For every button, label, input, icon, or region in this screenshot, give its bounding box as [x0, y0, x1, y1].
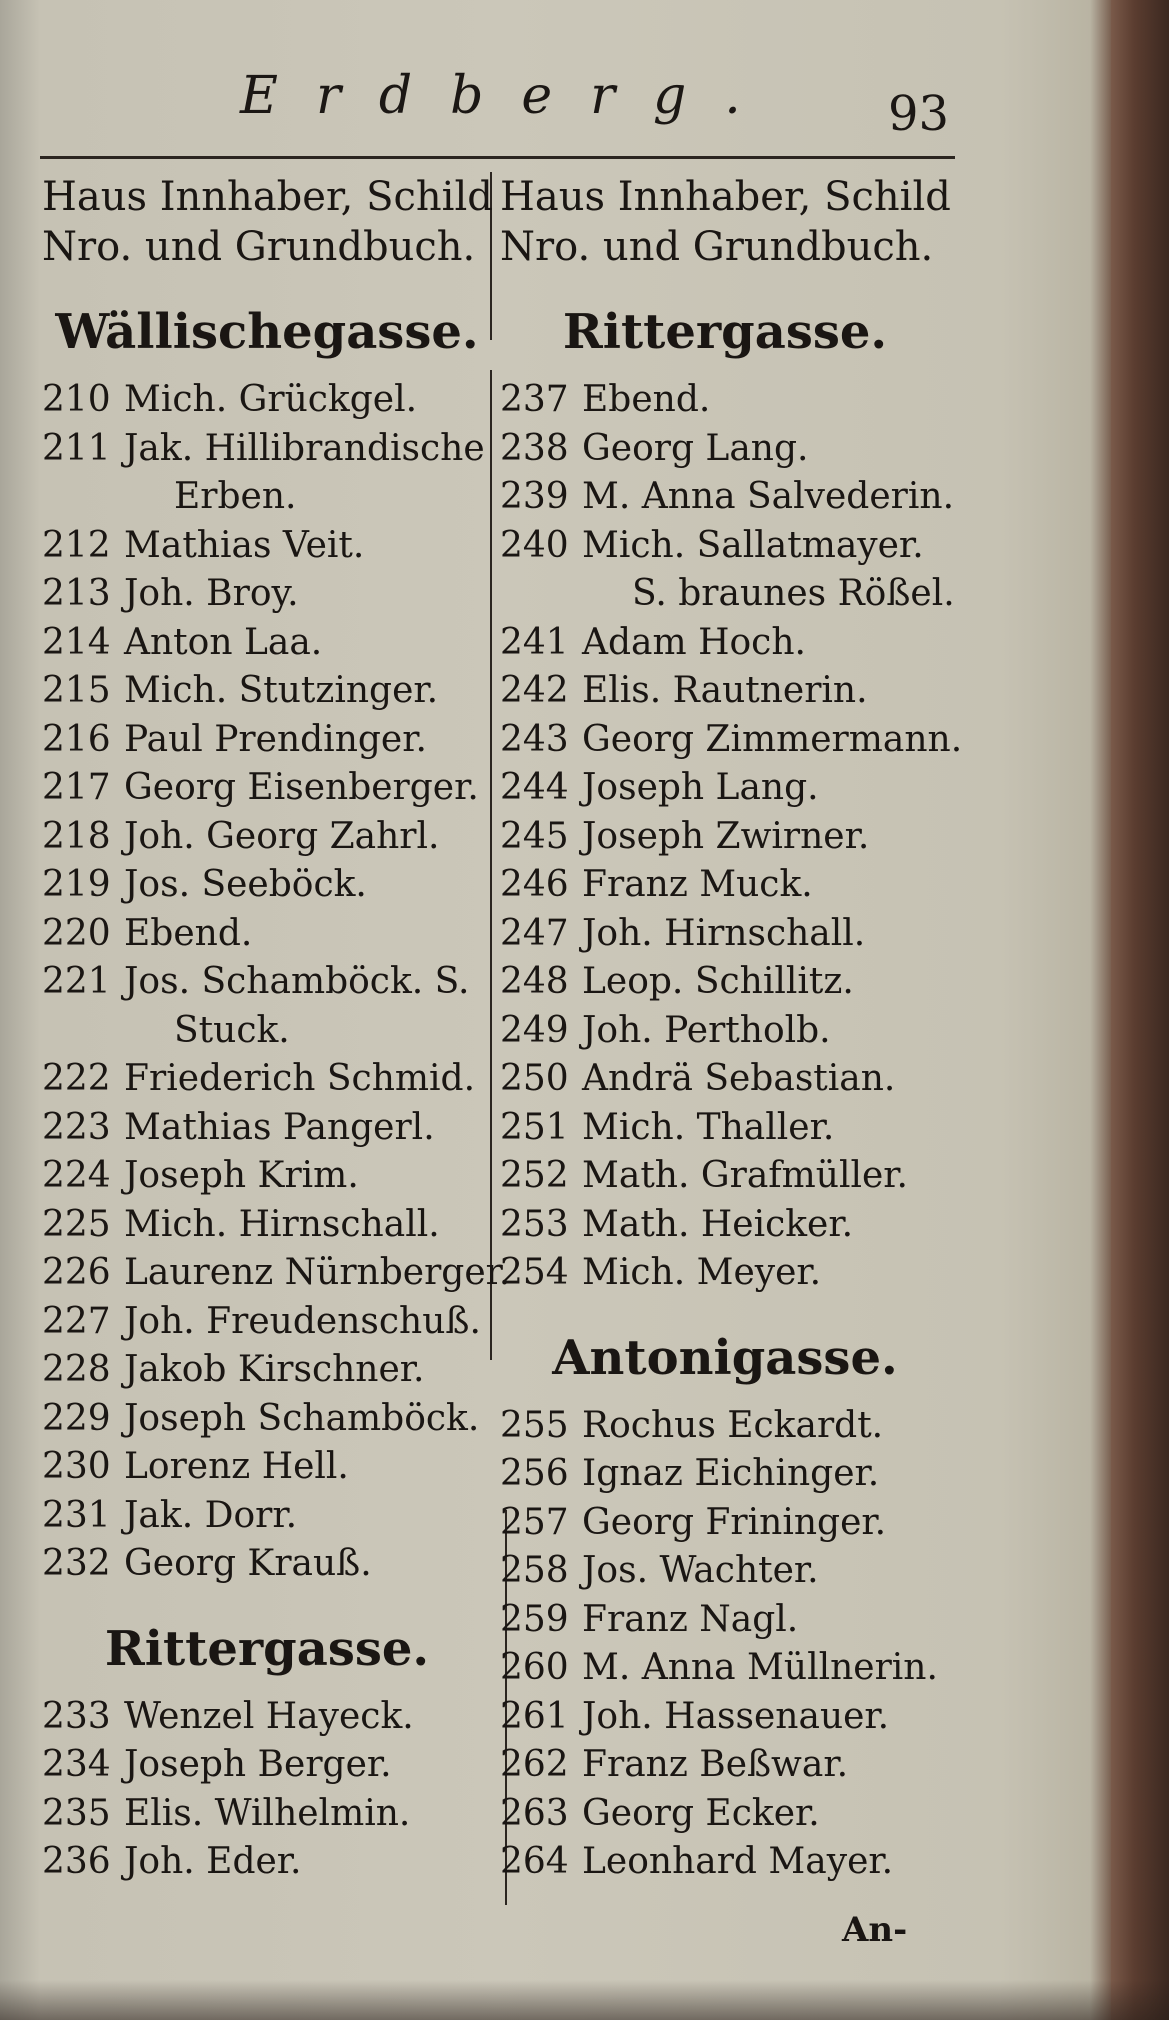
- list-item: [500, 1790, 950, 1839]
- list-item: [42, 716, 492, 765]
- list-item: [500, 813, 950, 862]
- owner-name: Joseph Krim.: [124, 1155, 359, 1196]
- house-number: 229: [42, 1397, 111, 1439]
- header-rule: [40, 156, 955, 159]
- list-item: [500, 570, 955, 619]
- owner-name: Jak. Hillibrandische: [124, 427, 485, 469]
- owner-name: Georg Zimmermann.: [582, 718, 963, 760]
- list-item: [42, 958, 492, 1007]
- house-number: 249: [500, 1009, 569, 1051]
- house-number: 210: [42, 379, 111, 420]
- owner-name: Georg Lang.: [582, 427, 809, 469]
- list-item: [500, 1547, 950, 1596]
- column-header-line1: Haus Innhaber, Schild: [42, 174, 493, 220]
- owner-name: Georg Krauß.: [124, 1543, 372, 1584]
- house-number: 214: [42, 621, 111, 663]
- owner-name: Joh. Broy.: [124, 573, 299, 614]
- house-number: [500, 570, 582, 619]
- street-heading: Wällischegasse.: [55, 304, 479, 360]
- list-item: [42, 1298, 492, 1347]
- house-number: 243: [500, 718, 569, 760]
- owner-name: M. Anna Müllnerin.: [582, 1647, 938, 1688]
- house-number: 211: [42, 427, 111, 469]
- house-number: 247: [500, 912, 569, 954]
- list-item: [42, 376, 492, 425]
- owner-name: Math. Heicker.: [582, 1203, 854, 1245]
- street-heading: Antonigasse.: [552, 1329, 898, 1386]
- owner-name: Joseph Zwirner.: [582, 815, 870, 857]
- owner-name: S. braunes Rößel.: [632, 573, 955, 614]
- list-item: [500, 1838, 950, 1887]
- owner-name: Mathias Pangerl.: [124, 1106, 435, 1148]
- page-title: Erdberg.: [240, 66, 779, 126]
- list-item: [500, 1450, 950, 1499]
- list-item: [42, 1741, 492, 1790]
- owner-name: Jos. Schamböck. S.: [124, 961, 470, 1002]
- house-number: 232: [42, 1543, 111, 1584]
- house-number: 223: [42, 1106, 111, 1148]
- owner-name: Georg Ecker.: [582, 1792, 820, 1834]
- house-number: 222: [42, 1058, 111, 1099]
- owner-name: Jos. Wachter.: [582, 1550, 819, 1591]
- list-item: [42, 667, 492, 716]
- list-item: [500, 716, 963, 765]
- list-item: [42, 1492, 492, 1541]
- catchword: An-: [842, 1910, 908, 1950]
- column-header-line2: Nro. und Grundbuch.: [500, 224, 934, 270]
- house-number: 215: [42, 670, 111, 711]
- house-number: 236: [42, 1841, 111, 1882]
- house-number: 245: [500, 815, 569, 857]
- house-number: 220: [42, 912, 111, 954]
- house-number: 221: [42, 961, 111, 1002]
- owner-name: Ebend.: [582, 379, 711, 420]
- list-item: [500, 1741, 950, 1790]
- list-item: [500, 667, 950, 716]
- list-item: [42, 1693, 492, 1742]
- list-item: [42, 1540, 492, 1589]
- owner-name: Joh. Hirnschall.: [582, 912, 866, 954]
- owner-name: Ignaz Eichinger.: [582, 1453, 880, 1494]
- list-item: [42, 764, 492, 813]
- list-item: [500, 619, 950, 668]
- list-item: [42, 813, 492, 862]
- owner-name: Rochus Eckardt.: [582, 1404, 884, 1446]
- list-item: [42, 1346, 492, 1395]
- list-item: [42, 1838, 492, 1887]
- left-column: [42, 172, 511, 1887]
- owner-name: Lorenz Hell.: [124, 1446, 349, 1487]
- owner-name: Paul Prendinger.: [124, 718, 427, 760]
- owner-name: Franz Beßwar.: [582, 1744, 849, 1785]
- list-item: [42, 1152, 492, 1201]
- list-item: [42, 1055, 492, 1104]
- house-number: 225: [42, 1203, 111, 1245]
- list-item: [500, 425, 950, 474]
- list-item: [500, 1693, 950, 1742]
- owner-name: Mich. Thaller.: [582, 1106, 835, 1148]
- house-number: 257: [500, 1501, 569, 1543]
- list-item: [500, 1596, 950, 1645]
- owner-name: Stuck.: [174, 1009, 290, 1051]
- owner-name: Mich. Hirnschall.: [124, 1203, 440, 1245]
- list-item: [42, 1249, 511, 1298]
- owner-name: Joh. Pertholb.: [582, 1009, 831, 1051]
- list-item: [42, 1201, 492, 1250]
- owner-name: Mich. Sallatmayer.: [582, 524, 924, 566]
- column-header-line1: Haus Innhaber, Schild: [500, 174, 951, 220]
- house-number: 261: [500, 1695, 569, 1737]
- list-item: [500, 522, 950, 571]
- house-number: 240: [500, 524, 569, 566]
- list-item: [500, 376, 950, 425]
- list-item: [500, 1201, 950, 1250]
- list-item: [42, 1395, 492, 1444]
- list-item: [42, 473, 492, 522]
- owner-name: Joh. Hassenauer.: [582, 1695, 890, 1737]
- owner-name: Georg Eisenberger.: [124, 767, 479, 808]
- house-number: 212: [42, 524, 111, 566]
- owner-name: Elis. Rautnerin.: [582, 670, 868, 711]
- page-number: 93: [888, 86, 950, 142]
- street-heading: Rittergasse.: [104, 1620, 430, 1677]
- owner-name: Mich. Meyer.: [582, 1252, 822, 1293]
- owner-name: Ebend.: [124, 912, 253, 954]
- column-header: [500, 172, 950, 272]
- list-item: [42, 861, 492, 910]
- owner-name: Laurenz Nürnberger.: [124, 1252, 511, 1293]
- owner-name: Leop. Schillitz.: [582, 961, 854, 1002]
- owner-name: Franz Nagl.: [582, 1598, 799, 1640]
- list-item: [42, 619, 492, 668]
- owner-name: Adam Hoch.: [582, 621, 806, 663]
- owner-name: Jos. Seeböck.: [124, 864, 367, 905]
- owner-name: Andrä Sebastian.: [582, 1058, 896, 1099]
- column-header-line2: Nro. und Grundbuch.: [42, 224, 476, 270]
- house-number: 213: [42, 573, 111, 614]
- list-item: [42, 910, 492, 959]
- owner-name: Georg Frininger.: [582, 1501, 887, 1543]
- owner-name: Anton Laa.: [124, 621, 323, 663]
- list-item: [500, 1402, 950, 1451]
- list-item: [42, 1007, 492, 1056]
- street-heading: Rittergasse.: [562, 304, 888, 360]
- house-number: 254: [500, 1252, 569, 1293]
- list-item: [500, 861, 950, 910]
- owner-name: Wenzel Hayeck.: [124, 1695, 414, 1737]
- house-number: 250: [500, 1058, 569, 1099]
- list-item: [42, 570, 492, 619]
- house-number: 224: [42, 1155, 111, 1196]
- column-header: [42, 172, 492, 272]
- house-number: 237: [500, 379, 569, 420]
- house-number: 241: [500, 621, 569, 663]
- house-number: 226: [42, 1252, 111, 1293]
- house-number: 238: [500, 427, 569, 469]
- house-number: 262: [500, 1744, 569, 1785]
- owner-name: Joseph Lang.: [582, 767, 819, 808]
- list-item: [42, 1104, 492, 1153]
- house-number: 260: [500, 1647, 569, 1688]
- house-number: 234: [42, 1744, 111, 1785]
- house-number: 233: [42, 1695, 111, 1737]
- owner-name: Franz Muck.: [582, 864, 813, 905]
- house-number: [42, 473, 124, 522]
- house-number: 264: [500, 1841, 569, 1882]
- house-number: 256: [500, 1453, 569, 1494]
- owner-name: Friederich Schmid.: [124, 1058, 476, 1099]
- list-item: [500, 1152, 950, 1201]
- house-number: 217: [42, 767, 111, 808]
- owner-name: Joh. Freudenschuß.: [124, 1300, 481, 1342]
- house-number: 255: [500, 1404, 569, 1446]
- list-item: [42, 522, 492, 571]
- house-number: [42, 1007, 124, 1056]
- page-shadow: [0, 1980, 1169, 2020]
- owner-name: Mich. Grückgel.: [124, 379, 418, 420]
- house-number: 218: [42, 815, 111, 857]
- list-item: [500, 473, 955, 522]
- house-number: 216: [42, 718, 111, 760]
- right-column: [500, 172, 963, 1887]
- list-item: [500, 1644, 950, 1693]
- owner-name: Jakob Kirschner.: [124, 1349, 425, 1390]
- owner-name: Math. Grafmüller.: [582, 1155, 908, 1196]
- house-number: 252: [500, 1155, 569, 1196]
- house-number: 258: [500, 1550, 569, 1591]
- owner-name: Mich. Stutzinger.: [124, 670, 439, 711]
- page-edge: [1111, 0, 1169, 2020]
- list-item: [500, 1249, 950, 1298]
- house-number: 251: [500, 1106, 569, 1148]
- house-number: 253: [500, 1203, 569, 1245]
- owner-name: Erben.: [174, 476, 297, 517]
- list-item: [500, 1007, 950, 1056]
- list-item: [500, 1104, 950, 1153]
- house-number: 235: [42, 1792, 111, 1834]
- owner-name: Joseph Schamböck.: [124, 1397, 480, 1439]
- owner-name: Joh. Eder.: [124, 1841, 302, 1882]
- house-number: 239: [500, 476, 569, 517]
- owner-name: Joseph Berger.: [124, 1744, 392, 1785]
- owner-name: Elis. Wilhelmin.: [124, 1792, 411, 1834]
- list-item: [500, 910, 950, 959]
- list-item: [42, 1790, 492, 1839]
- house-number: 219: [42, 864, 111, 905]
- owner-name: Leonhard Mayer.: [582, 1841, 894, 1882]
- house-number: 228: [42, 1349, 111, 1390]
- list-item: [42, 1443, 492, 1492]
- list-item: [42, 425, 492, 474]
- owner-name: Joh. Georg Zahrl.: [124, 815, 440, 857]
- house-number: 227: [42, 1300, 111, 1342]
- list-item: [500, 1055, 950, 1104]
- house-number: 246: [500, 864, 569, 905]
- house-number: 263: [500, 1792, 569, 1834]
- list-item: [500, 958, 950, 1007]
- owner-name: Mathias Veit.: [124, 524, 365, 566]
- list-item: [500, 1499, 950, 1548]
- owner-name: M. Anna Salvederin.: [582, 476, 955, 517]
- house-number: 230: [42, 1446, 111, 1487]
- house-number: 259: [500, 1598, 569, 1640]
- house-number: 231: [42, 1494, 111, 1536]
- list-item: [500, 764, 950, 813]
- house-number: 248: [500, 961, 569, 1002]
- owner-name: Jak. Dorr.: [124, 1494, 298, 1536]
- house-number: 242: [500, 670, 569, 711]
- house-number: 244: [500, 767, 569, 808]
